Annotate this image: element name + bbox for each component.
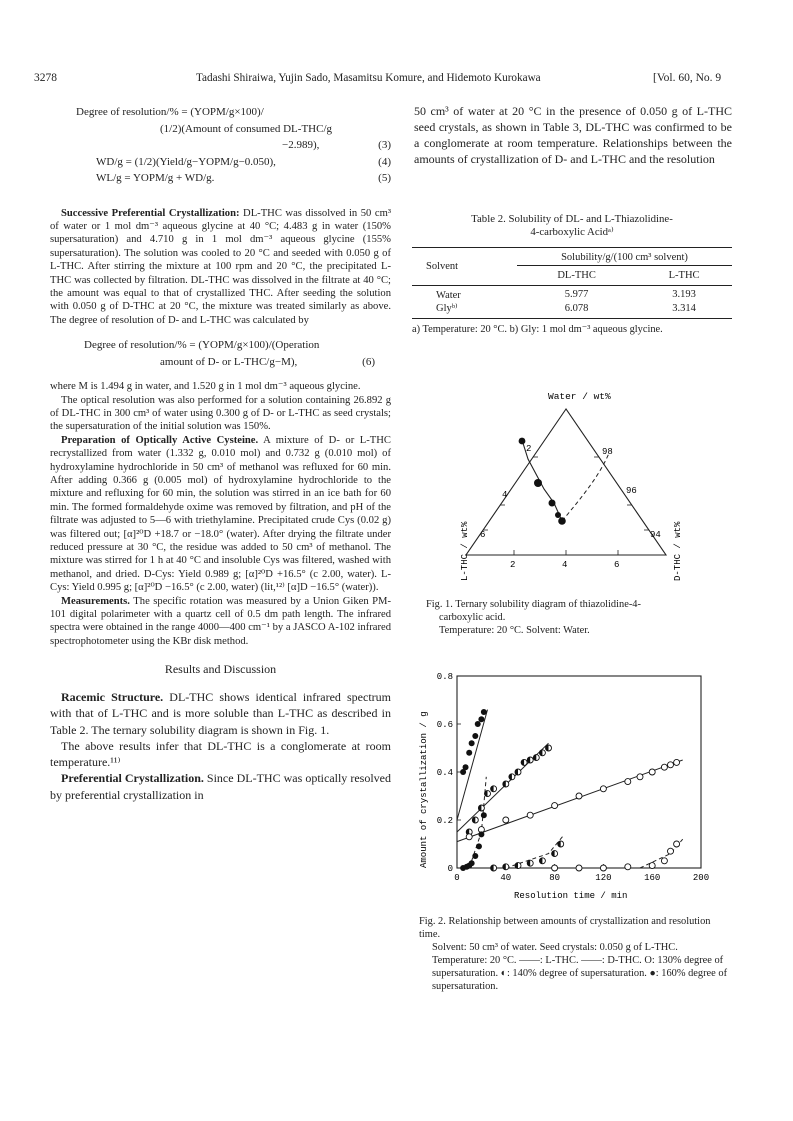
left-column — [50, 104, 391, 803]
successive-heading: Successive Preferential Crystallization: — [61, 207, 240, 219]
measurements-paragraph: The specific rotation was measured by a Union Giken PM-101 digital polarimeter with a quartz cell of 0.5 dm path length. The infrared spectra were obtained in the range 4000—400 cm⁻¹ by a JASCO A-102 infrared spectrophotometer using the KBr disk method. — [50, 595, 391, 647]
fig2-point — [527, 812, 533, 818]
eq6-block — [50, 337, 391, 370]
fig2-point — [463, 764, 469, 770]
fig2-caption: Fig. 2. Relationship between amounts of crystallization and resolution time. Solvent: 50 cm³ of water. Seed crystals: 0.050 g of L-THC. Temperature: 20 °C. ——: L-THC. ——: D-THC. O: 130% degree of supersaturation. ◐: 140% degree of supersaturation. ●: 160% degree of supersaturation. — [419, 916, 728, 992]
fig2-xtick-label: 0 — [454, 873, 460, 883]
fig2-point — [600, 865, 606, 871]
fig2-point — [674, 841, 680, 847]
eq6-line1: Degree of resolution/% = (YOPM/g×100)/(Operation — [84, 339, 320, 352]
fig2-point — [466, 834, 472, 840]
where-paragraph: where M is 1.494 g in water, and 1.520 g in 1 mol dm⁻³ aqueous glycine. — [50, 381, 361, 393]
fig1-caption: Fig. 1. Ternary solubility diagram of thiazolidine-4- carboxylic acid. Temperature: 20 °C. Solvent: Water. — [426, 599, 641, 636]
racemic-heading: Racemic Structure. — [61, 690, 164, 705]
preferential-heading: Preferential Crystallization. — [61, 771, 204, 786]
eq3-line2: (1/2)(Amount of consumed DL-THC/g — [160, 122, 332, 135]
eq5: WL/g = YOPM/g + WD/g. — [96, 172, 215, 184]
eq3-number: (3) — [378, 139, 391, 151]
table-row: Glyᵇ⁾ 6.078 3.314 — [436, 302, 696, 314]
fig2-point — [600, 786, 606, 792]
fig2-ytick-label: 0.4 — [436, 768, 453, 778]
fig2-point — [625, 864, 631, 870]
table-row: Water 5.977 3.193 — [436, 289, 696, 301]
fig1-bottom-tick-3: 6 — [614, 560, 620, 570]
fig2-ylabel: Amount of crystallization / g — [419, 711, 429, 868]
fig2-point — [668, 762, 674, 768]
fig2-point — [472, 853, 478, 859]
fig1-ternary-diagram — [452, 385, 714, 590]
th-solubility: Solubility/g/(100 cm³ solvent) — [517, 248, 732, 266]
fig1-right-label: D-THC / wt% — [673, 521, 683, 581]
fig2-point — [475, 721, 481, 727]
eq6-number: (6) — [362, 355, 375, 368]
right-top-paragraph: 50 cm³ of water at 20 °C in the presence of 0.050 g of L-THC seed crystals, as shown in Table 3, DL-THC was confirmed to be a conglomerate at room temperature. Relationships between the amounts of crystallization of D- and L-THC and the resolution — [414, 104, 732, 166]
fig2-ytick-label: 0.6 — [436, 720, 453, 730]
fig2-point — [478, 716, 484, 722]
fig2-point — [668, 848, 674, 854]
fig2-point — [649, 863, 655, 869]
th-dl-thc: DL-THC — [557, 270, 596, 281]
fig2-point — [476, 843, 482, 849]
fig1-right-tick-3: 94 — [650, 530, 661, 540]
fig2-point — [469, 860, 475, 866]
eq5-number: (5) — [378, 172, 391, 184]
table-title-line2: 4-carboxylic Acidᵃ⁾ — [530, 226, 614, 238]
results-section-title: Results and Discussion — [164, 662, 277, 677]
fig2-ytick-label: 0.2 — [436, 816, 453, 826]
fig2-ytick-label: 0.8 — [436, 672, 453, 682]
eq3-line3: −2.989), — [282, 139, 320, 151]
eq6-line2: amount of D- or L-THC/g−M), — [160, 355, 298, 368]
fig1-right-tick-2: 96 — [626, 486, 637, 496]
fig2-plot-frame — [457, 676, 701, 868]
fig2-point — [637, 774, 643, 780]
fig1-dashed-curve — [562, 453, 609, 521]
cysteine-paragraph: A mixture of D- or L-THC recrystallized from water (1.332 g, 0.010 mol) and 0.732 g (0.010 mol) of hydroxylamine hydrochloride in 50 cm³ of methanol was refluxed for 60 min. After adding 0.366 g (0.005 mol) of hydroxylamine hydrochloride to the mixture and refluxing for 60 min, the solution was stirred in an ice bath for 60 min. The formed formaldehyde oxime was removed by filtration, and pH of the filtrate was adjusted to 5—6 with triethylamine. Precipitated crude Cys (0.02 g) was filtered out; [α]²⁰D +18.7 or −18.0° (water). After drying the filtrate under reduced pressure at 30 °C, the residue was added to 50 cm³ of methanol. The mixture was stirred for 1 h at 40 °C and insoluble Cys was filtered, washed with methanol, and dried. D-Cys: Yield 0.989 g; [α]²⁰D +16.5° (c 2.00, water). L-Cys: Yield 0.995 g; [α]²⁰D −16.5° (c 2.00, water) (lit,¹²⁾ [α]D −16.5° (water)). — [50, 434, 391, 594]
fig2-xtick-label: 40 — [500, 873, 512, 883]
fig2-point — [649, 769, 655, 775]
fig2-chart — [412, 668, 712, 908]
fig1-bottom-tick-2: 4 — [562, 560, 568, 570]
fig1-bottom-tick-1: 2 — [510, 560, 516, 570]
fig2-xtick-label: 200 — [692, 873, 710, 883]
table-footnote: a) Temperature: 20 °C. b) Gly: 1 mol dm⁻³ aqueous glycine. — [412, 324, 663, 335]
successive-paragraph: DL-THC was dissolved in 50 cm³ of water or 1 mol dm⁻³ aqueous glycine at 40 °C; 4.483 g in water (150% supersaturation) and 4.710 g in 1 mol dm⁻³ aqueous glycine (155% supersaturation). The solution was cooled to 20 °C and seeded with 0.050 g of L-THC. After stirring the mixture at 100 rpm and 20 °C, the precipitated L-THC was collected by filtration. DL-THC was dissolved in the filtrate at 40 °C; the amount was equal to that of crystallized THC. After seeding the solution with 0.050 g of D-THC at 20 °C, the mixture was treated similarly as above. The degree of resolution of D- and L-THC was calculated by — [50, 207, 392, 326]
eq4: WD/g = (1/2)(Yield/g−YOPM/g−0.050), — [96, 155, 276, 168]
running-authors: Tadashi Shiraiwa, Yujin Sado, Masamitsu Komure, and Hidemoto Kurokawa — [196, 72, 541, 84]
fig2-point — [503, 817, 509, 823]
fig2-point — [576, 793, 582, 799]
running-volume: [Vol. 60, No. 9 — [653, 72, 722, 84]
fig2-point — [625, 779, 631, 785]
eq3-line1: Degree of resolution/% = (YOPM/g×100)/ — [76, 106, 264, 118]
fig2-xtick-label: 120 — [595, 873, 612, 883]
racemic-paragraph: DL-THC shows identical infrared spectrum with that of L-THC and is more soluble than L-THC as described in Table 2. The ternary solubility diagram is shown in Fig. 1. — [50, 690, 391, 737]
fig2-point — [469, 740, 475, 746]
fig2-xtick-label: 80 — [549, 873, 561, 883]
fig2-ytick-label: 0 — [447, 864, 453, 874]
fig2-point — [661, 764, 667, 770]
fig1-left-tick-3: 6 — [480, 530, 486, 540]
preferential-paragraph: Since DL-THC was optically resolved by preferential crystallization in — [50, 771, 391, 802]
fig2-point — [481, 812, 487, 818]
th-l-thc: L-THC — [668, 270, 700, 281]
fig2-point — [576, 865, 582, 871]
eq4-number: (4) — [378, 155, 391, 168]
optical-resolution-paragraph: The optical resolution was also performed for a solution containing 26.892 g of DL-THC in 300 cm³ of water using 0.300 g of D- or L-THC as seed crystals; the supersaturation of the initial solution was 150%. — [50, 394, 391, 433]
fig2-point — [552, 865, 558, 871]
fig2-point — [661, 858, 667, 864]
fig1-left-label: L-THC / wt% — [460, 521, 470, 581]
cysteine-heading: Preparation of Optically Active Cysteine. — [61, 434, 259, 446]
fig2-point — [552, 803, 558, 809]
th-solvent: Solvent — [426, 261, 459, 272]
fig1-right-tick-1: 98 — [602, 447, 613, 457]
fig1-triangle — [466, 409, 666, 555]
fig1-top-label: Water / wt% — [548, 391, 611, 402]
table-title-line1: Table 2. Solubility of DL- and L-Thiazolidine- — [471, 213, 673, 225]
fig2-point — [478, 831, 484, 837]
fig2-xlabel: Resolution time / min — [514, 891, 628, 901]
fig2-point — [481, 709, 487, 715]
fig2-point — [472, 733, 478, 739]
measurements-heading: Measurements. — [61, 595, 130, 607]
fig2-xtick-label: 160 — [644, 873, 661, 883]
table-2 — [412, 213, 732, 336]
equations-block — [50, 104, 391, 187]
fig2-point — [466, 750, 472, 756]
fig2-point — [674, 759, 680, 765]
fig2-solid-line — [457, 710, 488, 820]
fig1-left-tick-1: 2 — [526, 444, 532, 454]
conglomerate-paragraph: The above results infer that DL-THC is a conglomerate at room temperature.¹¹⁾ — [50, 738, 391, 770]
page-number: 3278 — [34, 72, 57, 84]
fig1-left-tick-2: 4 — [502, 490, 508, 500]
